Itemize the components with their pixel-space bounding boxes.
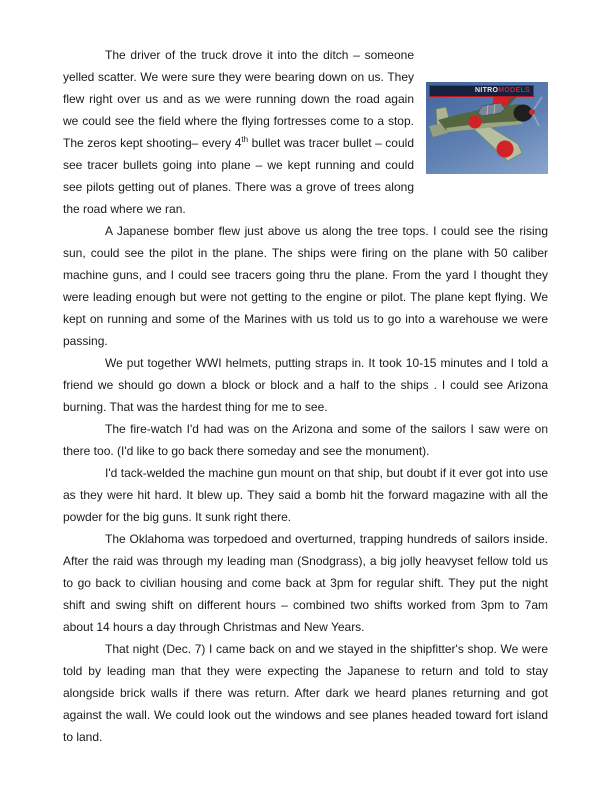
- paragraph-text: The driver of the truck drove it into the ditch – someone yelled scatter. We were sure they were bearing down on us. They flew right over us and as we were running down the road again we could see the field where the flying fortresses come to a stop. The zeros kept shooting– every 4th bullet was tracer bullet – could see tracer bullets going into plane – we kept running and could see pilots getting out of planes. There was a grove of trees along the road where we ran.: [63, 48, 414, 216]
- paragraph-7: [63, 638, 548, 748]
- paragraph-text: I'd tack-welded the machine gun mount on that ship, but doubt if it ever got into use as they were hit hard. It blew up. They said a bomb hit the forward magazine with all the powder for the big guns. It sunk right there.: [63, 466, 548, 524]
- logo-text-nitro: NITRO: [475, 87, 499, 94]
- paragraph-6: [63, 528, 548, 638]
- paragraph-text: The fire-watch I'd had was on the Arizona and some of the sailors I saw were on there too. (I'd like to go back there someday and see the monument).: [63, 422, 548, 458]
- paragraph-3: [63, 352, 548, 418]
- zero-plane-photo: [426, 82, 548, 174]
- paragraph-text: A Japanese bomber flew just above us along the tree tops. I could see the rising sun, could see the pilot in the plane. The ships were firing on the plane with 50 caliber machine guns, and I could see tracers going thru the plane. From the yard I thought they were leading enough but were not getting to the engine or pilot. The plane kept flying. We kept on running and some of the Marines with us told us to go into a warehouse we were passing.: [63, 224, 548, 348]
- paragraph-text: We put together WWI helmets, putting straps in. It took 10-15 minutes and I told a friend we should go down a block or block and a half to the ships . I could see Arizona burning. That was the hardest thing for me to see.: [63, 356, 548, 414]
- paragraph-text: The Oklahoma was torpedoed and overturned, trapping hundreds of sailors inside. After the raid was through my leading man (Snodgrass), a big jolly heavyset fellow told us to go back to civilian housing and come back at 3pm for regular shift. They put the night shift and swing shift on different hours – combined two shifts worked from 3pm to 7am about 14 hours a day through Christmas and New Years.: [63, 532, 548, 634]
- logo-text-models: MODELS: [498, 87, 531, 94]
- paragraph-text: That night (Dec. 7) I came back on and we stayed in the shipfitter's shop. We were told by leading man that they were expecting the Japanese to return and told to stay alongside brick walls if there was return. After dark we heard planes returning and got against the wall. We could look out the windows and see planes headed toward fort island to land.: [63, 642, 548, 744]
- text-block: [63, 44, 548, 748]
- paragraph-4: [63, 418, 548, 462]
- paragraph-2: [63, 220, 548, 352]
- fuselage-roundel-icon: [469, 116, 482, 129]
- propeller-spinner: [529, 109, 535, 115]
- nitromodels-logo: [429, 85, 534, 97]
- paragraph-1: [63, 44, 548, 220]
- paragraph-5: [63, 462, 548, 528]
- near-wing-roundel-icon: [497, 141, 514, 158]
